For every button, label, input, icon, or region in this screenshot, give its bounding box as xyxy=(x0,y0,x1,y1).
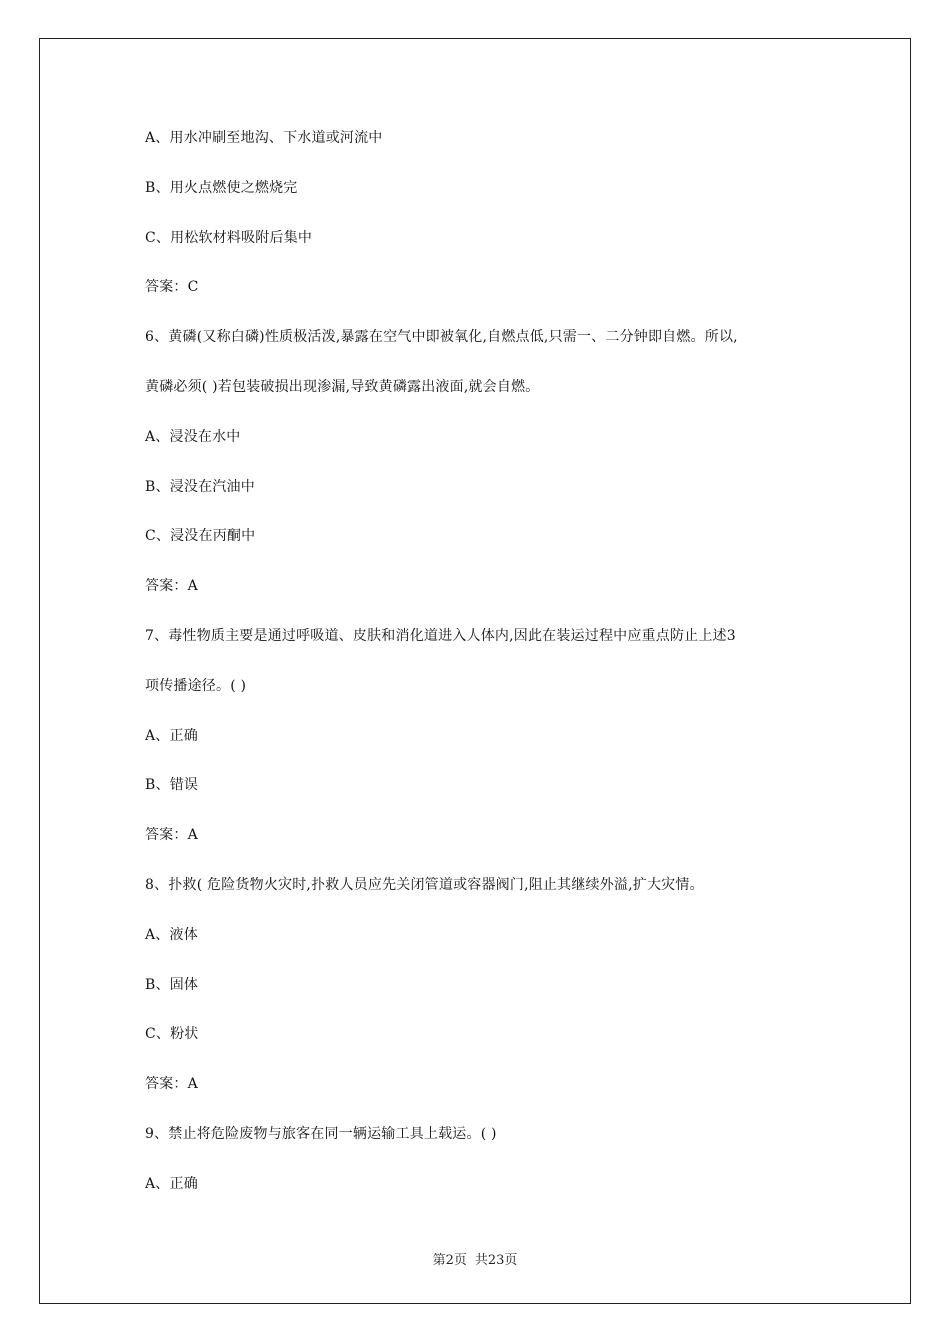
option-line: A、正确 xyxy=(145,1175,198,1192)
option-line: A、用水冲刷至地沟、下水道或河流中 xyxy=(145,130,383,146)
page-number: 第2页 xyxy=(432,1253,467,1268)
question-line: 8、扑救( 危险货物火灾时,扑救人员应先关闭管道或容器阀门,阻止其继续外溢,扩大灾情。 xyxy=(145,876,704,893)
page-total: 共23页 xyxy=(474,1253,518,1268)
option-line: B、用火点燃使之燃烧完 xyxy=(145,179,298,196)
option-line: C、粉状 xyxy=(145,1026,199,1043)
answer-line: 答案：A xyxy=(145,827,198,844)
option-line: B、浸没在汽油中 xyxy=(145,478,255,495)
option-line: A、液体 xyxy=(145,926,198,943)
option-line: B、错误 xyxy=(145,777,199,794)
option-line: B、固体 xyxy=(145,976,199,993)
answer-line: 答案：A xyxy=(145,1076,198,1093)
question-line: 9、禁止将危险废物与旅客在同一辆运输工具上载运。( ) xyxy=(145,1125,497,1142)
question-line: 项传播途径。( ) xyxy=(145,677,247,694)
document-body xyxy=(145,126,825,1222)
question-line: 7、毒性物质主要是通过呼吸道、皮肤和消化道进入人体内,因此在装运过程中应重点防止上述3 xyxy=(145,627,736,644)
option-line: A、正确 xyxy=(145,727,198,744)
question-line: 黄磷必须( )若包装破损出现渗漏,导致黄磷露出液面,就会自燃。 xyxy=(145,378,540,395)
option-line: C、用松软材料吸附后集中 xyxy=(145,229,313,246)
option-line: C、浸没在丙酮中 xyxy=(145,528,256,545)
option-line: A、浸没在水中 xyxy=(145,428,241,445)
answer-line: 答案：A xyxy=(145,578,198,595)
question-line: 6、黄磷(又称白磷)性质极活泼,暴露在空气中即被氧化,自燃点低,只需一、二分钟即自燃。所以, xyxy=(145,329,738,346)
answer-line: 答案：C xyxy=(145,279,199,296)
page-footer xyxy=(0,1249,950,1268)
